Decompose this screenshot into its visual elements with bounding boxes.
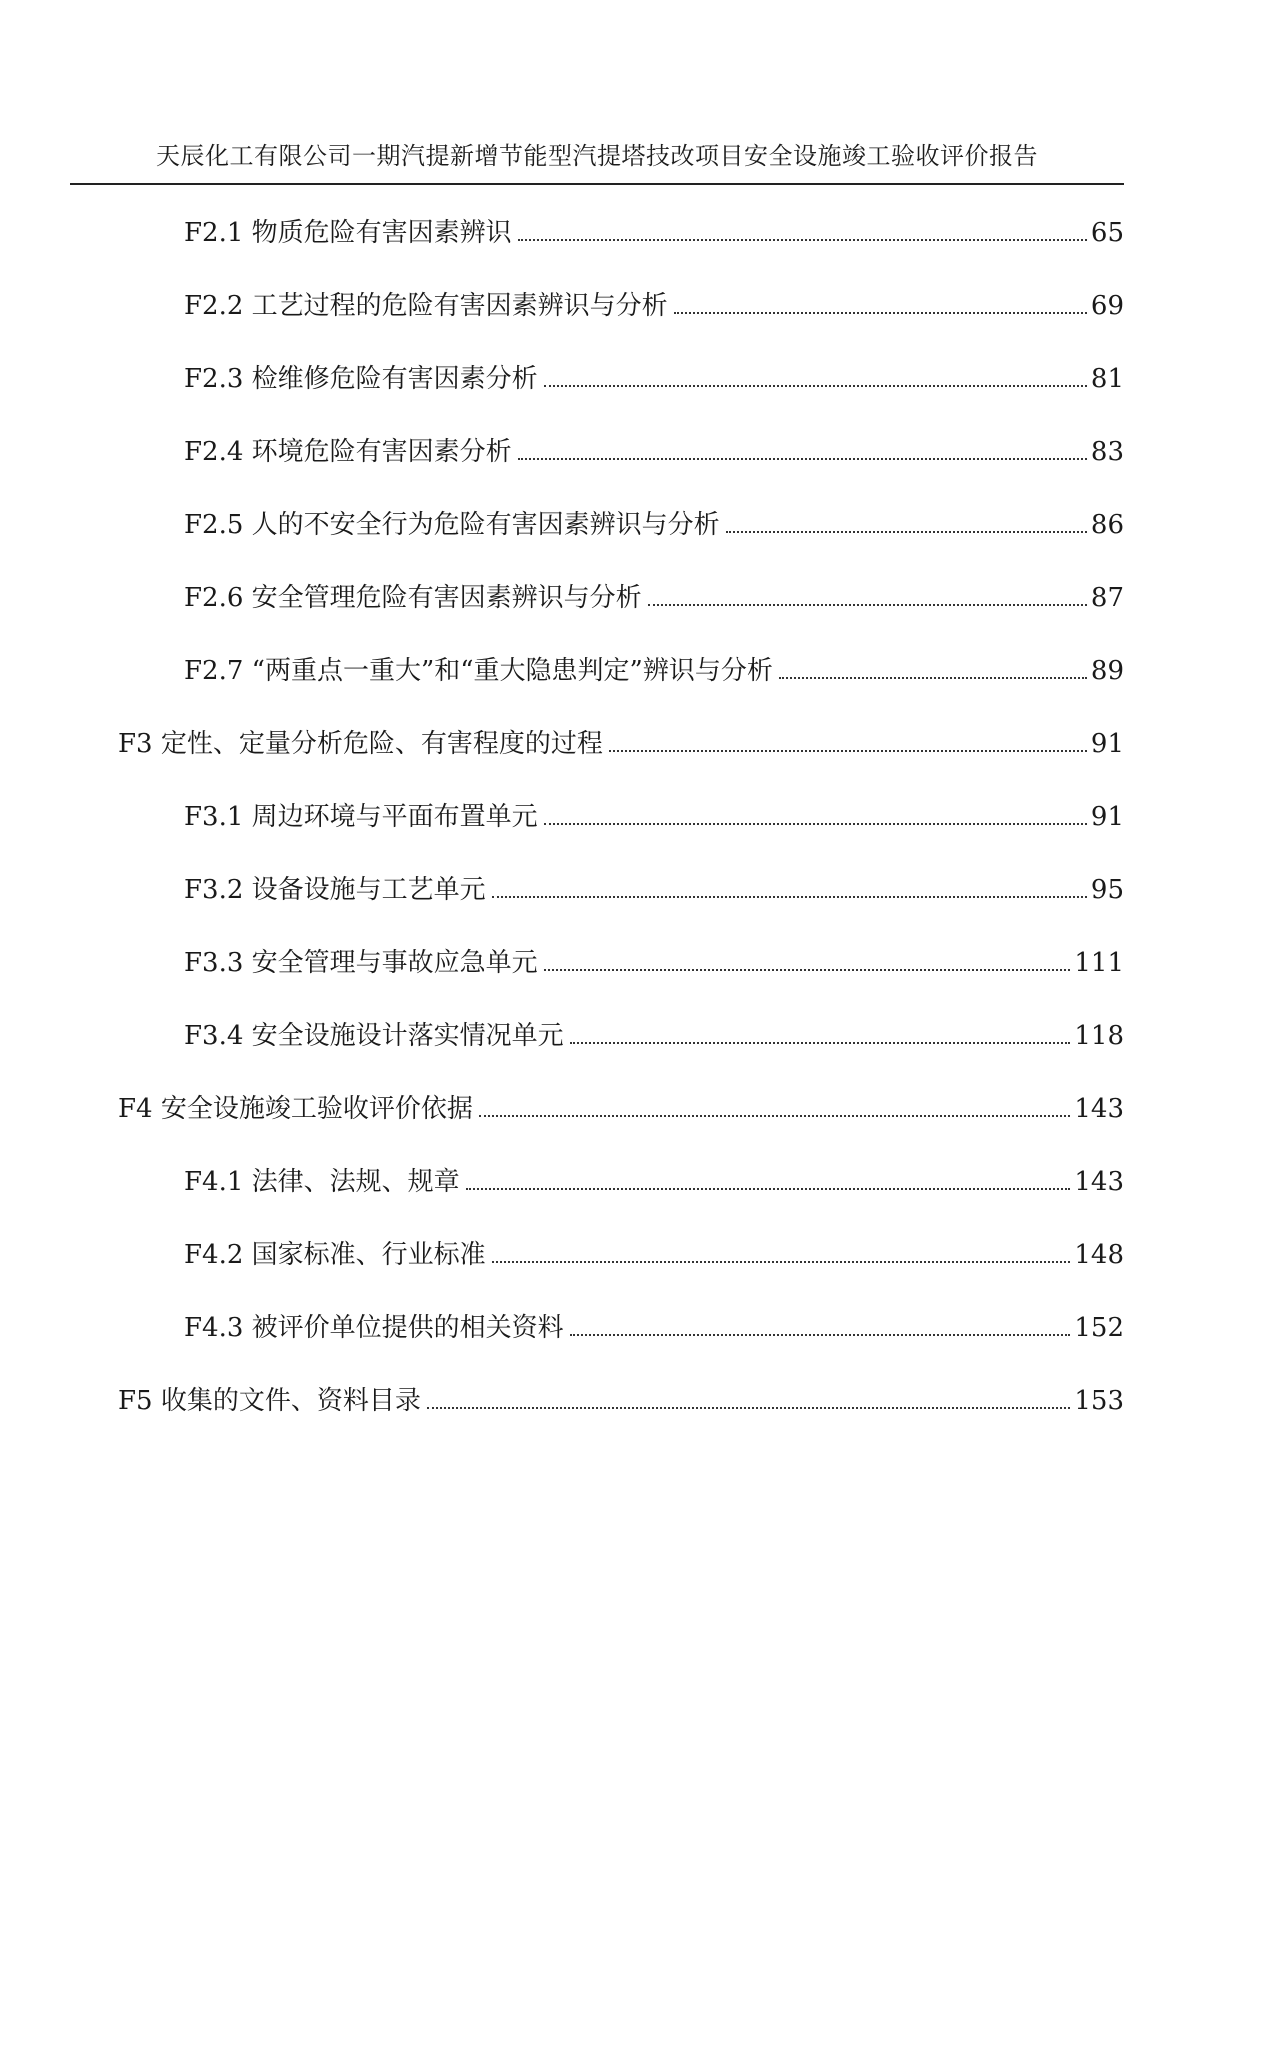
toc-entry-label: F4.3 被评价单位提供的相关资料 bbox=[184, 1313, 564, 1343]
toc-page-number: 118 bbox=[1074, 1021, 1124, 1051]
toc-entry-f2-7[interactable] bbox=[184, 648, 1124, 688]
toc-entry-label: F2.7 “两重点一重大”和“重大隐患判定”辨识与分析 bbox=[184, 656, 773, 686]
toc-entry-label: F2.4 环境危险有害因素分析 bbox=[184, 437, 512, 467]
toc-dot-leader bbox=[648, 604, 1087, 606]
toc-dot-leader bbox=[779, 677, 1087, 679]
toc-dot-leader bbox=[492, 896, 1087, 898]
toc-entry-f4-3[interactable] bbox=[184, 1305, 1124, 1345]
toc-page-number: 95 bbox=[1090, 875, 1124, 905]
toc-page-number: 81 bbox=[1090, 364, 1124, 394]
toc-entry-label: F2.6 安全管理危险有害因素辨识与分析 bbox=[184, 583, 642, 613]
toc-entry-f3-4[interactable] bbox=[184, 1013, 1124, 1053]
toc-page-number: 87 bbox=[1090, 583, 1124, 613]
toc-entry-label: F3.1 周边环境与平面布置单元 bbox=[184, 802, 538, 832]
toc-dot-leader bbox=[479, 1115, 1071, 1117]
page-header-title: 天辰化工有限公司一期汽提新增节能型汽提塔技改项目安全设施竣工验收评价报告 bbox=[156, 142, 1038, 170]
toc-page-number: 91 bbox=[1090, 802, 1124, 832]
toc-entry-f3[interactable] bbox=[118, 721, 1124, 761]
toc-page-number: 86 bbox=[1090, 510, 1124, 540]
toc-dot-leader bbox=[466, 1188, 1071, 1190]
toc-page-number: 143 bbox=[1074, 1167, 1124, 1197]
toc-dot-leader bbox=[674, 312, 1087, 314]
toc-page-number: 89 bbox=[1090, 656, 1124, 686]
toc-entry-label: F4.1 法律、法规、规章 bbox=[184, 1167, 460, 1197]
toc-entry-label: F3 定性、定量分析危险、有害程度的过程 bbox=[118, 729, 603, 759]
toc-entry-f3-1[interactable] bbox=[184, 794, 1124, 834]
toc-dot-leader bbox=[492, 1261, 1071, 1263]
toc-entry-label: F2.3 检维修危险有害因素分析 bbox=[184, 364, 538, 394]
toc-entry-label: F5 收集的文件、资料目录 bbox=[118, 1386, 421, 1416]
toc-entry-f3-2[interactable] bbox=[184, 867, 1124, 907]
toc-dot-leader bbox=[427, 1407, 1071, 1409]
toc-dot-leader bbox=[518, 239, 1087, 241]
toc-entry-f2-1[interactable] bbox=[184, 210, 1124, 250]
toc-entry-label: F3.4 安全设施设计落实情况单元 bbox=[184, 1021, 564, 1051]
toc-entry-label: F2.1 物质危险有害因素辨识 bbox=[184, 218, 512, 248]
toc-page-number: 143 bbox=[1074, 1094, 1124, 1124]
toc-entry-f2-6[interactable] bbox=[184, 575, 1124, 615]
toc-page-number: 152 bbox=[1074, 1313, 1124, 1343]
toc-entry-f2-3[interactable] bbox=[184, 356, 1124, 396]
toc-entry-f2-2[interactable] bbox=[184, 283, 1124, 323]
toc-entry-label: F2.5 人的不安全行为危险有害因素辨识与分析 bbox=[184, 510, 720, 540]
toc-page-number: 111 bbox=[1074, 948, 1124, 978]
toc-page-number: 148 bbox=[1074, 1240, 1124, 1270]
toc-dot-leader bbox=[544, 385, 1087, 387]
toc-entry-label: F4 安全设施竣工验收评价依据 bbox=[118, 1094, 473, 1124]
toc-page-number: 65 bbox=[1090, 218, 1124, 248]
toc-entry-f4-2[interactable] bbox=[184, 1232, 1124, 1272]
toc-dot-leader bbox=[570, 1042, 1071, 1044]
toc-dot-leader bbox=[544, 823, 1087, 825]
toc-dot-leader bbox=[518, 458, 1087, 460]
toc-entry-label: F3.3 安全管理与事故应急单元 bbox=[184, 948, 538, 978]
toc-page-number: 91 bbox=[1090, 729, 1124, 759]
toc-entry-f5[interactable] bbox=[118, 1378, 1124, 1418]
toc-page-number: 83 bbox=[1090, 437, 1124, 467]
toc-entry-label: F2.2 工艺过程的危险有害因素辨识与分析 bbox=[184, 291, 668, 321]
header-divider bbox=[70, 183, 1124, 185]
toc-entry-label: F4.2 国家标准、行业标准 bbox=[184, 1240, 486, 1270]
toc-entry-f4[interactable] bbox=[118, 1086, 1124, 1126]
toc-entry-f2-4[interactable] bbox=[184, 429, 1124, 469]
toc-dot-leader bbox=[544, 969, 1071, 971]
toc-dot-leader bbox=[726, 531, 1087, 533]
toc-page-number: 153 bbox=[1074, 1386, 1124, 1416]
toc-entry-f3-3[interactable] bbox=[184, 940, 1124, 980]
toc-entry-f2-5[interactable] bbox=[184, 502, 1124, 542]
toc-entry-label: F3.2 设备设施与工艺单元 bbox=[184, 875, 486, 905]
toc-dot-leader bbox=[609, 750, 1087, 752]
toc-dot-leader bbox=[570, 1334, 1071, 1336]
toc-page-number: 69 bbox=[1090, 291, 1124, 321]
toc-entry-f4-1[interactable] bbox=[184, 1159, 1124, 1199]
